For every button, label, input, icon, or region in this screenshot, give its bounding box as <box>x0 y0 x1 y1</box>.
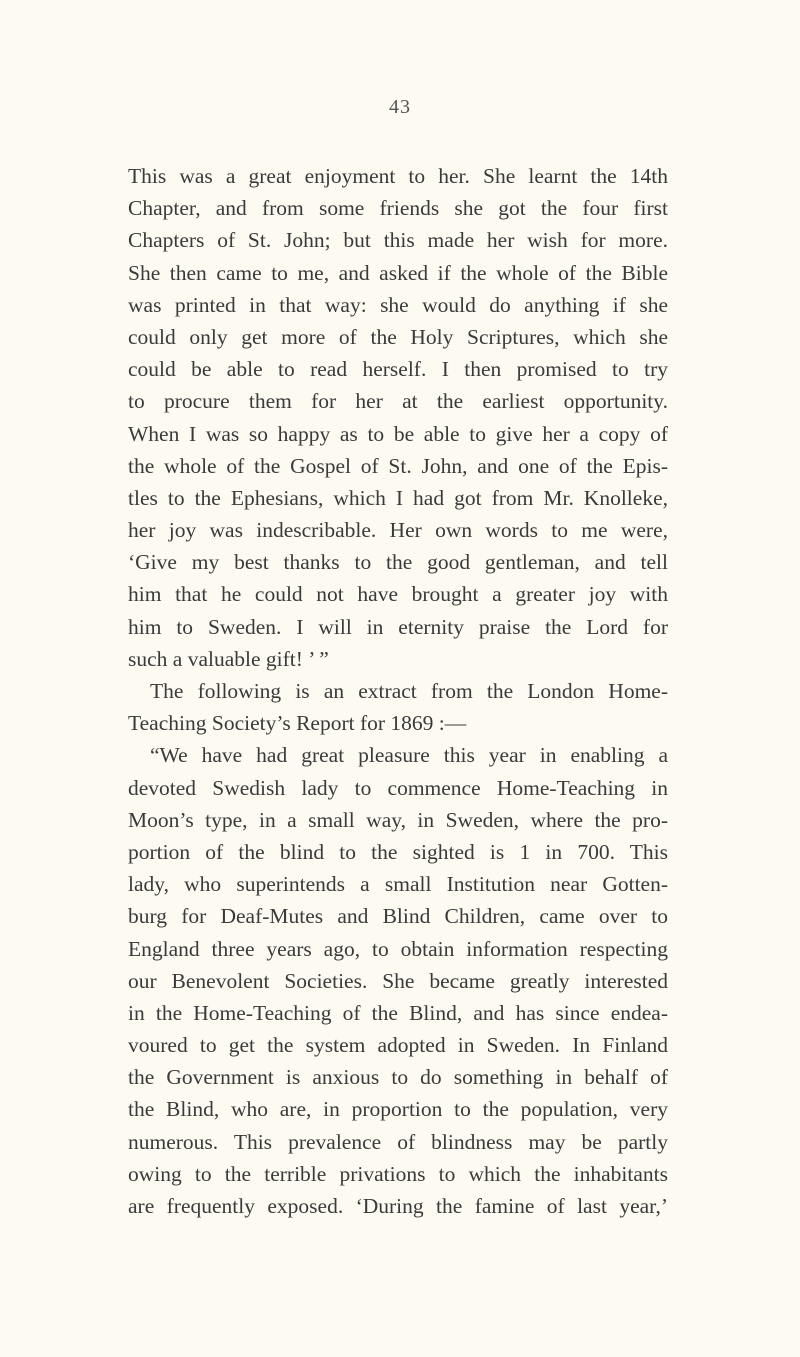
text-line: England three years ago, to obtain information respecting <box>128 936 668 961</box>
text-line: She then came to me, and asked if the whole of the Bible <box>128 260 668 285</box>
text-line: Moon’s type, in a small way, in Sweden, where the pro- <box>128 807 668 832</box>
text-line: burg for Deaf-Mutes and Blind Children, came over to <box>128 904 668 929</box>
text-line: The following is an extract from the London Home- <box>150 679 668 703</box>
text-line: could be able to read herself. I then promised to try <box>128 357 668 382</box>
text-line: was printed in that way: she would do anything if she <box>128 292 668 317</box>
text-line: the Government is anxious to do something in behalf of <box>128 1065 668 1090</box>
text-line: are frequently exposed. ‘During the famine of last year,’ <box>128 1194 668 1218</box>
text-line: her joy was indescribable. Her own words to me were, <box>128 518 668 543</box>
text-line: When I was so happy as to be able to give her a copy of <box>128 421 668 446</box>
text-line: Chapters of St. John; but this made her wish for more. <box>128 228 668 253</box>
text-line: him to Sweden. I will in eternity praise the Lord for <box>128 614 668 639</box>
text-line: devoted Swedish lady to commence Home-Teaching in <box>128 775 668 800</box>
text-line: to procure them for her at the earliest opportunity. <box>128 389 668 414</box>
text-line: “We have had great pleasure this year in enabling a <box>150 743 668 768</box>
text-line: numerous. This prevalence of blindness may be partly <box>128 1129 668 1154</box>
page-number: 43 <box>389 96 411 118</box>
text-line: portion of the blind to the sighted is 1 in 700. This <box>128 839 668 864</box>
text-line: in the Home-Teaching of the Blind, and has since endea- <box>128 1000 668 1025</box>
text-line: our Benevolent Societies. She became greatly interested <box>128 968 668 993</box>
text-line: This was a great enjoyment to her. She learnt the 14th <box>128 164 668 188</box>
text-line: the whole of the Gospel of St. John, and one of the Epis- <box>128 453 668 478</box>
text-line: him that he could not have brought a greater joy with <box>128 582 668 607</box>
text-line: lady, who superintends a small Institution near Gotten- <box>128 872 668 897</box>
text-line: Chapter, and from some friends she got the four first <box>128 196 668 221</box>
body-text <box>128 160 668 1222</box>
text-line: the Blind, who are, in proportion to the population, very <box>128 1097 668 1122</box>
text-line: owing to the terrible privations to which the inhabitants <box>128 1161 668 1186</box>
text-line: could only get more of the Holy Scriptures, which she <box>128 324 668 349</box>
text-line: Teaching Society’s Report for 1869 :— <box>128 711 467 736</box>
text-line: voured to get the system adopted in Sweden. In Finland <box>128 1033 668 1058</box>
text-line: ‘Give my best thanks to the good gentleman, and tell <box>128 550 668 575</box>
text-line: tles to the Ephesians, which I had got from Mr. Knolleke, <box>128 485 668 510</box>
text-line: such a valuable gift! ’ ” <box>128 646 329 671</box>
